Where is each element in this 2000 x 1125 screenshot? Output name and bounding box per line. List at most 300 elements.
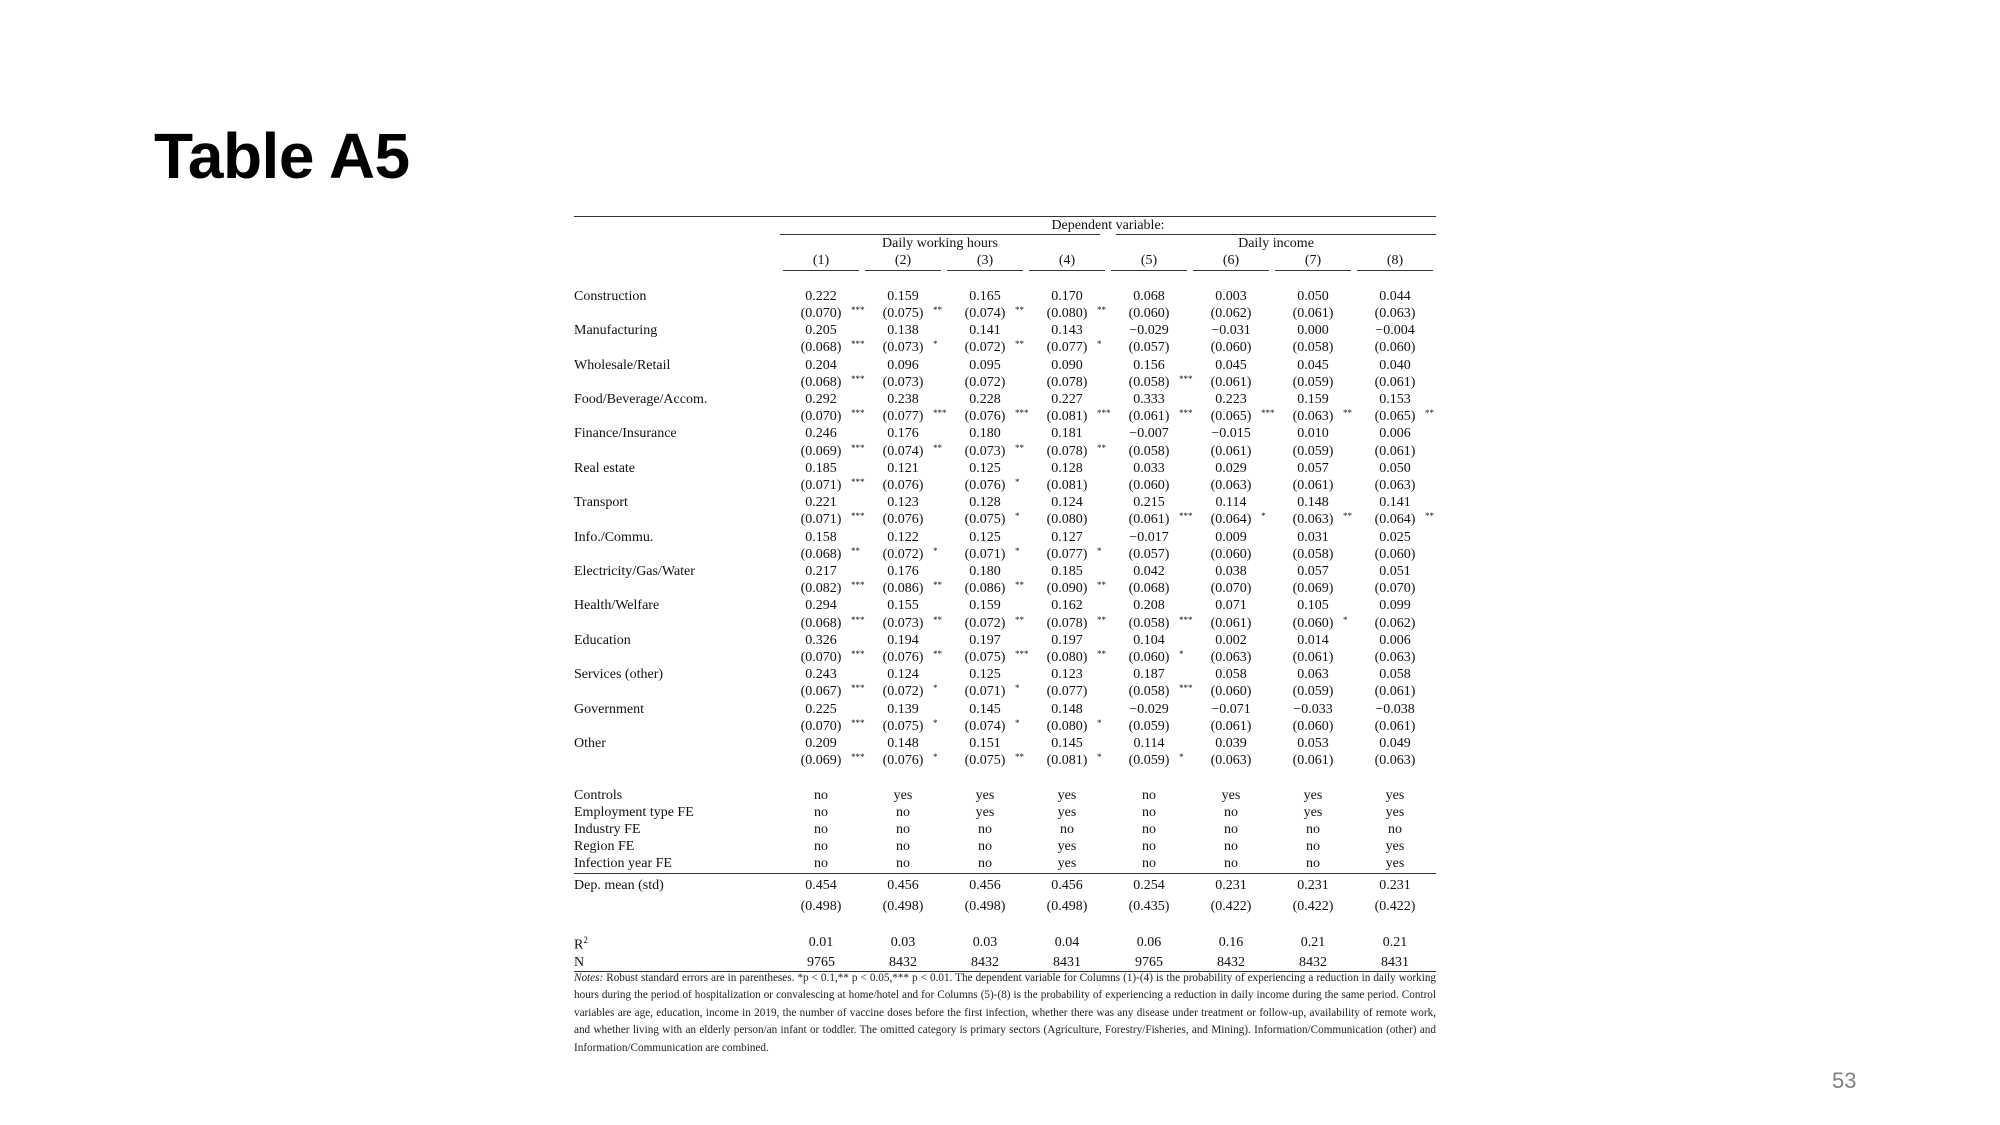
column-number-row: [574, 252, 1436, 270]
cell-value: (0.078): [1046, 374, 1088, 390]
cell-value: (0.059): [1128, 753, 1170, 769]
cell-value: (0.071): [964, 546, 1006, 562]
dep-std-row: [574, 898, 1436, 915]
cell-value: (0.070): [800, 409, 842, 425]
cell-value: (0.059): [1292, 684, 1334, 700]
row-label: Government: [574, 701, 644, 717]
cell-value: (0.061): [1292, 650, 1334, 666]
cell-value: (0.061): [1292, 306, 1334, 321]
standard-error-row: [574, 580, 1436, 597]
cell-value: 0.181: [1051, 426, 1083, 442]
significance-stars: **: [933, 442, 942, 453]
cell-value: 0.050: [1379, 460, 1411, 476]
cell-value: (0.058): [1128, 374, 1170, 390]
cell-value: (0.077): [1046, 546, 1088, 562]
cell-value: (0.077): [1046, 340, 1088, 356]
cell-value: 0.090: [1051, 357, 1083, 373]
observations-row: [574, 954, 1436, 972]
significance-stars: ***: [851, 649, 865, 660]
coefficient-row: [574, 425, 1436, 442]
cell-value: 0.044: [1379, 288, 1411, 304]
cell-value: no: [896, 839, 910, 855]
cell-value: 0.180: [969, 426, 1001, 442]
cell-value: 0.071: [1215, 598, 1247, 614]
cell-value: (0.063): [1210, 753, 1252, 769]
cell-value: 0.014: [1297, 632, 1329, 648]
cell-value: (0.435): [1128, 898, 1170, 914]
cell-value: 0.124: [887, 667, 919, 683]
cell-value: yes: [1385, 839, 1405, 855]
cell-value: no: [1142, 856, 1156, 872]
cell-value: −0.007: [1129, 426, 1169, 442]
cell-value: 0.238: [887, 392, 919, 408]
standard-error-row: [574, 305, 1436, 322]
cell-value: (0.080): [1046, 650, 1088, 666]
significance-stars: **: [1097, 305, 1106, 315]
cell-value: 0.159: [887, 288, 919, 304]
indicator-row: [574, 787, 1436, 804]
cell-value: 0.231: [1379, 877, 1411, 893]
significance-stars: *: [1097, 717, 1102, 728]
cell-value: (0.070): [1210, 581, 1252, 597]
cell-value: (0.422): [1292, 898, 1334, 914]
cell-value: 0.04: [1054, 935, 1080, 951]
column-number: (5): [1111, 252, 1187, 270]
cell-value: (0.068): [800, 546, 842, 562]
significance-stars: **: [933, 305, 942, 315]
cell-value: 0.16: [1218, 935, 1244, 951]
cell-value: 0.176: [887, 426, 919, 442]
row-label: Other: [574, 736, 606, 752]
cell-value: 0.221: [805, 495, 837, 511]
cell-value: 0.185: [805, 460, 837, 476]
significance-stars: *: [1015, 717, 1020, 728]
significance-stars: *: [933, 545, 938, 556]
statistics-rows: [574, 873, 1436, 971]
cell-value: (0.069): [800, 753, 842, 769]
significance-stars: ***: [851, 511, 865, 522]
coefficient-row: [574, 563, 1436, 580]
coefficient-row: [574, 391, 1436, 408]
cell-value: yes: [1057, 804, 1077, 820]
standard-error-row: [574, 615, 1436, 632]
significance-stars: ***: [1261, 408, 1275, 419]
cell-value: 0.063: [1297, 667, 1329, 683]
cell-value: 0.145: [1051, 736, 1083, 752]
cell-value: (0.076): [964, 409, 1006, 425]
cell-value: (0.076): [882, 753, 924, 769]
cell-value: 0.039: [1215, 736, 1247, 752]
coefficient-row: [574, 357, 1436, 374]
cell-value: 0.125: [969, 460, 1001, 476]
standard-error-row: [574, 408, 1436, 425]
cell-value: 0.176: [887, 564, 919, 580]
cell-value: (0.074): [964, 306, 1006, 321]
cell-value: yes: [975, 804, 995, 820]
cell-value: (0.064): [1210, 512, 1252, 528]
cell-value: (0.058): [1292, 340, 1334, 356]
cell-value: 0.294: [805, 598, 837, 614]
cell-value: (0.068): [1128, 581, 1170, 597]
significance-stars: *: [1097, 545, 1102, 556]
cell-value: no: [1142, 804, 1156, 820]
cell-value: no: [978, 839, 992, 855]
row-label: Real estate: [574, 460, 636, 476]
cell-value: (0.086): [964, 581, 1006, 597]
row-label: Construction: [574, 288, 647, 304]
cell-value: 0.051: [1379, 564, 1411, 580]
cell-value: 0.148: [1297, 495, 1329, 511]
row-label: Food/Beverage/Accom.: [574, 392, 708, 408]
cell-value: (0.075): [964, 512, 1006, 528]
row-label: R: [574, 937, 584, 953]
significance-stars: ***: [1179, 408, 1193, 419]
dependent-variable-header: Dependent variable:: [780, 217, 1436, 235]
cell-value: (0.077): [882, 409, 924, 425]
cell-value: (0.090): [1046, 581, 1088, 597]
significance-stars: **: [1343, 511, 1352, 522]
standard-error-row: [574, 649, 1436, 666]
cell-value: 0.03: [972, 935, 998, 951]
page-number: 53: [1832, 1068, 1857, 1093]
cell-value: 0.141: [969, 323, 1001, 339]
cell-value: 0.049: [1379, 736, 1411, 752]
cell-value: (0.078): [1046, 615, 1088, 631]
cell-value: 0.326: [805, 632, 837, 648]
coefficient-row: [574, 701, 1436, 718]
cell-value: 0.068: [1133, 288, 1165, 304]
cell-value: 0.217: [805, 564, 837, 580]
cell-value: 0.231: [1215, 877, 1247, 893]
cell-value: (0.076): [964, 478, 1006, 494]
row-label: Info./Commu.: [574, 529, 654, 545]
cell-value: (0.061): [1128, 409, 1170, 425]
cell-value: (0.063): [1292, 512, 1334, 528]
cell-value: 0.006: [1379, 632, 1411, 648]
cell-value: (0.060): [1210, 546, 1252, 562]
cell-value: (0.060): [1374, 340, 1416, 356]
cell-value: (0.063): [1374, 306, 1416, 321]
cell-value: 0.158: [805, 529, 837, 545]
cell-value: (0.060): [1292, 615, 1334, 631]
coefficient-row: [574, 666, 1436, 683]
significance-stars: *: [933, 717, 938, 728]
cell-value: 0.205: [805, 323, 837, 339]
cell-value: (0.059): [1292, 443, 1334, 459]
cell-value: (0.068): [800, 340, 842, 356]
cell-value: 0.003: [1215, 288, 1247, 304]
cell-value: (0.063): [1292, 409, 1334, 425]
cell-value: no: [1142, 839, 1156, 855]
cell-value: 0.243: [805, 667, 837, 683]
cell-value: (0.057): [1128, 340, 1170, 356]
column-number: (2): [865, 252, 941, 270]
cell-value: no: [1306, 822, 1320, 838]
cell-value: (0.074): [882, 443, 924, 459]
cell-value: 0.139: [887, 701, 919, 717]
coefficient-row: [574, 735, 1436, 752]
cell-value: (0.060): [1128, 306, 1170, 321]
significance-stars: **: [1015, 580, 1024, 591]
cell-value: (0.074): [964, 718, 1006, 734]
cell-value: (0.060): [1210, 340, 1252, 356]
cell-value: 0.159: [969, 598, 1001, 614]
cell-value: (0.057): [1128, 546, 1170, 562]
cell-value: (0.058): [1292, 546, 1334, 562]
significance-stars: ***: [851, 683, 865, 694]
cell-value: 0.009: [1215, 529, 1247, 545]
cell-value: no: [814, 822, 828, 838]
dep-mean-row: [574, 873, 1436, 898]
cell-value: 0.006: [1379, 426, 1411, 442]
cell-value: 0.114: [1215, 495, 1247, 511]
cell-value: (0.498): [800, 898, 842, 914]
cell-value: 0.197: [1051, 632, 1083, 648]
significance-stars: **: [1097, 614, 1106, 625]
significance-stars: **: [1015, 442, 1024, 453]
cell-value: 0.058: [1379, 667, 1411, 683]
cell-value: (0.061): [1292, 478, 1334, 494]
significance-stars: ***: [851, 752, 865, 763]
cell-value: 8432: [1299, 954, 1327, 970]
cell-value: 0.123: [1051, 667, 1083, 683]
cell-value: 0.042: [1133, 564, 1165, 580]
cell-value: 0.208: [1133, 598, 1165, 614]
cell-value: −0.031: [1211, 323, 1251, 339]
row-label: Industry FE: [574, 822, 641, 838]
cell-value: 0.125: [969, 529, 1001, 545]
standard-error-row: [574, 718, 1436, 735]
cell-value: yes: [1385, 787, 1405, 803]
significance-stars: **: [1097, 442, 1106, 453]
significance-stars: **: [1097, 649, 1106, 660]
cell-value: no: [1306, 839, 1320, 855]
cell-value: (0.069): [800, 443, 842, 459]
cell-value: no: [1224, 839, 1238, 855]
standard-error-row: [574, 683, 1436, 700]
significance-stars: ***: [1179, 373, 1193, 384]
significance-stars: ***: [1097, 408, 1111, 419]
cell-value: (0.073): [964, 443, 1006, 459]
group-header-daily-income: Daily income: [1116, 234, 1436, 252]
cell-value: 0.254: [1133, 877, 1165, 893]
cell-value: −0.029: [1129, 701, 1169, 717]
row-label: Services (other): [574, 667, 664, 683]
cell-value: −0.071: [1211, 701, 1251, 717]
significance-stars: **: [1015, 305, 1024, 315]
standard-error-row: [574, 546, 1436, 563]
cell-value: 0.057: [1297, 460, 1329, 476]
significance-stars: *: [1015, 683, 1020, 694]
cell-value: 8432: [971, 954, 999, 970]
cell-value: 0.045: [1215, 357, 1247, 373]
cell-value: yes: [1385, 804, 1405, 820]
cell-value: 0.151: [969, 736, 1001, 752]
column-number: (4): [1029, 252, 1105, 270]
cell-value: (0.063): [1210, 650, 1252, 666]
cell-value: (0.081): [1046, 478, 1088, 494]
cell-value: (0.072): [882, 684, 924, 700]
cell-value: (0.065): [1210, 409, 1252, 425]
notes-text: Robust standard errors are in parentheses. *p < 0.1,** p < 0.05,*** p < 0.01. The dependent variable for Columns (1)-(4) is the probability of experiencing a reduction in daily working hours during the period of hospitalization or convalescing at home/hotel and for Columns (5)-(8) is the probability of experiencing a reduction in daily income during the same period. Control variables are age, education, income in 2019, the number of vaccine doses before the first infection, whether there was any disease under treatment or follow-up, availability of remote work, and whether living with an elderly person/an infant or toddler. The omitted category is primary sectors (Agriculture, Forestry/Fisheries, and Mining). Information/Communication (other) and Information/Communication are combined.: [574, 972, 1437, 1054]
cell-value: (0.058): [1128, 615, 1170, 631]
cell-value: 0.095: [969, 357, 1001, 373]
significance-stars: **: [1015, 752, 1024, 763]
significance-stars: *: [1015, 477, 1020, 488]
cell-value: yes: [1057, 856, 1077, 872]
cell-value: 0.155: [887, 598, 919, 614]
cell-value: (0.063): [1210, 478, 1252, 494]
cell-value: (0.060): [1128, 478, 1170, 494]
cell-value: (0.080): [1046, 512, 1088, 528]
row-label: Electricity/Gas/Water: [574, 564, 695, 580]
cell-value: yes: [1221, 787, 1241, 803]
cell-value: 0.215: [1133, 495, 1165, 511]
cell-value: (0.061): [1374, 374, 1416, 390]
table-notes: [574, 970, 1436, 1057]
cell-value: 0.058: [1215, 667, 1247, 683]
cell-value: (0.071): [964, 684, 1006, 700]
cell-value: 8432: [889, 954, 917, 970]
r-squared-row: [574, 932, 1436, 954]
cell-value: (0.086): [882, 581, 924, 597]
cell-value: (0.061): [1210, 374, 1252, 390]
cell-value: 0.228: [969, 392, 1001, 408]
cell-value: (0.059): [1292, 374, 1334, 390]
significance-stars: **: [1425, 511, 1434, 522]
cell-value: (0.061): [1128, 512, 1170, 528]
cell-value: no: [814, 839, 828, 855]
cell-value: 0.165: [969, 288, 1001, 304]
cell-value: 0.21: [1382, 935, 1408, 951]
coefficient-row: [574, 632, 1436, 649]
cell-value: (0.062): [1374, 615, 1416, 631]
cell-value: (0.070): [800, 718, 842, 734]
significance-stars: *: [1179, 752, 1184, 763]
cell-value: (0.072): [964, 340, 1006, 356]
cell-value: 0.141: [1379, 495, 1411, 511]
cell-value: 0.057: [1297, 564, 1329, 580]
cell-value: 0.099: [1379, 598, 1411, 614]
cell-value: yes: [1303, 804, 1323, 820]
cell-value: (0.058): [1128, 443, 1170, 459]
cell-value: no: [896, 804, 910, 820]
cell-value: yes: [1303, 787, 1323, 803]
significance-stars: ***: [1015, 408, 1029, 419]
cell-value: (0.073): [882, 374, 924, 390]
cell-value: (0.078): [1046, 443, 1088, 459]
cell-value: 0.246: [805, 426, 837, 442]
column-number: (3): [947, 252, 1023, 270]
cell-value: 0.000: [1297, 323, 1329, 339]
cell-value: (0.075): [964, 650, 1006, 666]
cell-value: (0.065): [1374, 409, 1416, 425]
significance-stars: *: [933, 339, 938, 350]
cell-value: 0.194: [887, 632, 919, 648]
cell-value: (0.498): [882, 898, 924, 914]
coefficient-rows: [574, 271, 1436, 770]
notes-label: Notes:: [574, 972, 604, 984]
cell-value: (0.060): [1128, 650, 1170, 666]
cell-value: 0.050: [1297, 288, 1329, 304]
cell-value: 0.01: [808, 935, 834, 951]
cell-value: 0.231: [1297, 877, 1329, 893]
cell-value: 0.125: [969, 667, 1001, 683]
cell-value: 0.138: [887, 323, 919, 339]
slide-title: Table A5: [154, 120, 410, 192]
coefficient-row: [574, 529, 1436, 546]
cell-value: (0.061): [1374, 443, 1416, 459]
cell-value: −0.004: [1375, 323, 1415, 339]
cell-value: (0.081): [1046, 753, 1088, 769]
standard-error-row: [574, 374, 1436, 391]
cell-value: 0.454: [805, 877, 837, 893]
significance-stars: *: [1015, 545, 1020, 556]
cell-value: no: [814, 787, 828, 803]
row-label: Controls: [574, 787, 623, 803]
coefficient-row: [574, 322, 1436, 339]
cell-value: no: [1224, 804, 1238, 820]
significance-stars: ***: [851, 580, 865, 591]
row-label: Health/Welfare: [574, 598, 660, 614]
cell-value: yes: [975, 787, 995, 803]
cell-value: no: [814, 856, 828, 872]
cell-value: 0.197: [969, 632, 1001, 648]
significance-stars: **: [933, 614, 942, 625]
cell-value: 0.040: [1379, 357, 1411, 373]
cell-value: no: [1142, 787, 1156, 803]
significance-stars: ***: [851, 339, 865, 350]
row-label: Dep. mean (std): [574, 873, 780, 898]
cell-value: 0.204: [805, 357, 837, 373]
significance-stars: ***: [851, 442, 865, 453]
cell-value: (0.072): [964, 374, 1006, 390]
cell-value: 0.292: [805, 392, 837, 408]
cell-value: (0.076): [882, 478, 924, 494]
indicator-row: [574, 804, 1436, 821]
cell-value: (0.071): [800, 478, 842, 494]
cell-value: no: [896, 822, 910, 838]
cell-value: yes: [893, 787, 913, 803]
cell-value: (0.062): [1210, 306, 1252, 321]
cell-value: 0.045: [1297, 357, 1329, 373]
regression-table: [574, 216, 1436, 972]
cell-value: (0.063): [1374, 650, 1416, 666]
cell-value: 0.122: [887, 529, 919, 545]
cell-value: 0.128: [969, 495, 1001, 511]
column-number: (7): [1275, 252, 1351, 270]
cell-value: 0.223: [1215, 392, 1247, 408]
row-label: Employment type FE: [574, 804, 694, 820]
cell-value: (0.422): [1210, 898, 1252, 914]
cell-value: (0.070): [800, 650, 842, 666]
standard-error-row: [574, 511, 1436, 528]
cell-value: 0.148: [887, 736, 919, 752]
significance-stars: *: [1097, 339, 1102, 350]
group-header-working-hours: Daily working hours: [780, 234, 1100, 252]
significance-stars: **: [933, 580, 942, 591]
cell-value: (0.080): [1046, 306, 1088, 321]
cell-value: (0.498): [964, 898, 1006, 914]
significance-stars: ***: [1179, 683, 1193, 694]
cell-value: (0.076): [882, 512, 924, 528]
cell-value: (0.072): [964, 615, 1006, 631]
cell-value: (0.070): [800, 306, 842, 321]
significance-stars: ***: [851, 373, 865, 384]
cell-value: no: [1142, 822, 1156, 838]
cell-value: 0.187: [1133, 667, 1165, 683]
indicator-row: [574, 821, 1436, 838]
